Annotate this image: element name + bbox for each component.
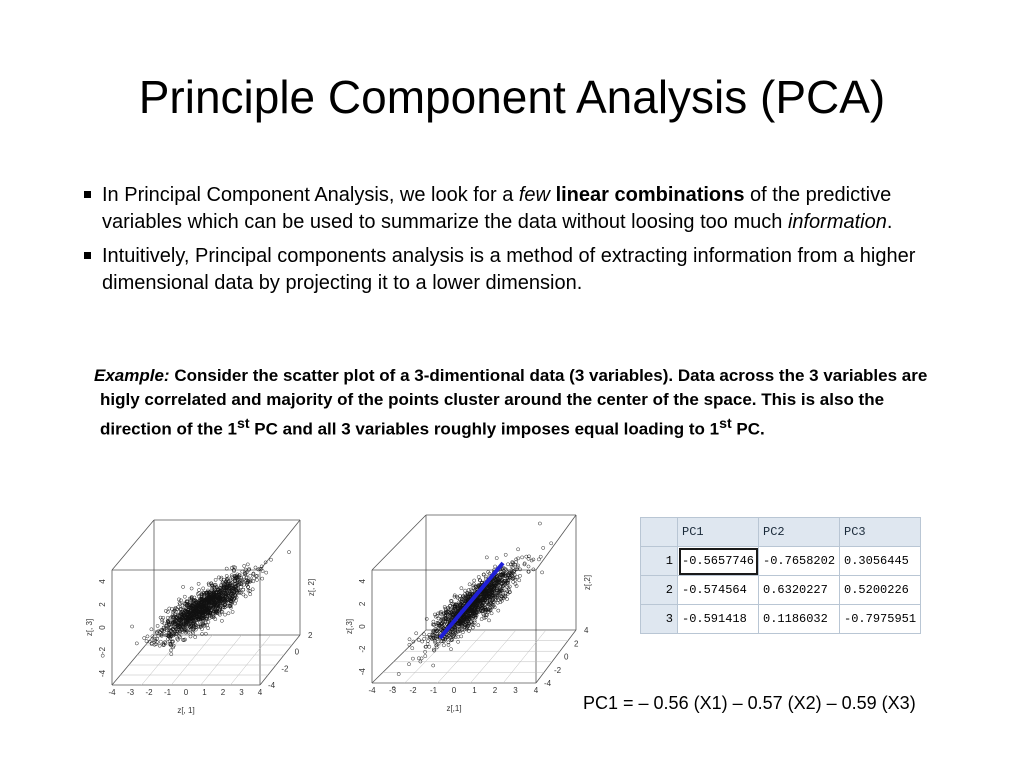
scatter-point — [461, 631, 464, 634]
scatter-point — [143, 637, 146, 640]
scatter-point — [419, 660, 422, 663]
depth-tick-label: 2 — [308, 631, 313, 640]
depth-tick-label: -4 — [268, 681, 276, 690]
table-cell-selected[interactable]: -0.5657746 — [678, 547, 759, 576]
scatter-point — [156, 624, 159, 627]
depth-axis-label: z[,2] — [583, 574, 592, 591]
scatter-point — [227, 612, 230, 615]
scatter-point — [460, 587, 463, 590]
scatter-point — [265, 571, 268, 574]
bullet-item-1 — [84, 182, 964, 236]
scatter-point — [517, 557, 520, 560]
x-tick-label: -3 — [126, 688, 135, 697]
scatter-plot-left-svg — [82, 515, 316, 725]
table-cell[interactable]: 0.1186032 — [759, 605, 840, 634]
scatter-point — [468, 583, 471, 586]
square-bullet-icon — [84, 191, 91, 198]
example-paragraph: Example: Consider the scatter plot of a 3-dimentional data (3 variables). Data across the 3 variables are higly correlated and majority of the points cluster around the center of the space. This is also the direction of the 1st PC and all 3 variables roughly imposes equal loading to 1st PC. — [94, 366, 928, 439]
x-tick-label: 4 — [257, 688, 263, 697]
scatter-point — [505, 598, 508, 601]
table-row — [641, 605, 921, 634]
plot-grid-line — [201, 635, 242, 685]
scatter-point — [504, 553, 507, 556]
scatter-point — [158, 644, 161, 647]
x-tick-label: 2 — [220, 688, 226, 697]
depth-tick-label: 0 — [564, 652, 569, 662]
y-tick-label: 0 — [98, 625, 107, 630]
scatter-point — [131, 625, 134, 628]
depth-tick-label: 0 — [294, 647, 300, 657]
scatter-point — [244, 568, 247, 571]
table-corner — [641, 518, 678, 547]
plot-grid-line — [171, 635, 212, 685]
scatter-point — [519, 568, 522, 571]
scatter-point — [261, 577, 264, 580]
scatter-point — [464, 589, 467, 592]
plot-box-edge — [536, 515, 576, 570]
table-header: PC1 — [678, 518, 759, 547]
scatter-point — [425, 617, 428, 620]
table-cell[interactable]: 0.3056445 — [840, 547, 921, 576]
scatter-point — [197, 582, 200, 585]
x-tick-label: 2 — [492, 686, 498, 695]
x-tick-label: -4 — [368, 686, 376, 695]
scatter-point — [411, 647, 414, 650]
bullet-2-text: Intuitively, Principal components analysis is a method of extracting information from a higher dimensional data by projecting it to a lower dimension. — [102, 245, 916, 294]
scatter-point — [527, 557, 530, 560]
x-tick-label: 3 — [239, 688, 244, 697]
scatter-point — [197, 589, 200, 592]
scatter-point — [494, 565, 497, 568]
scatter-point — [424, 655, 427, 658]
scatter-point — [145, 640, 148, 643]
depth-tick-label: -2 — [554, 665, 562, 675]
scatter-point — [176, 637, 179, 640]
scatter-point — [487, 619, 490, 622]
plot-box-edge — [260, 635, 300, 685]
row-index: 2 — [641, 576, 678, 605]
scatter-point — [424, 650, 427, 653]
scatter-point — [442, 644, 445, 647]
scatter-point — [242, 588, 245, 591]
table-header: PC3 — [840, 518, 921, 547]
square-bullet-icon — [84, 252, 91, 259]
scatter-point — [411, 657, 414, 660]
depth-tick-label: 4 — [584, 626, 589, 635]
y-tick-label: 4 — [358, 579, 367, 584]
scatter-point — [135, 642, 138, 645]
plot-box-edge — [260, 520, 300, 570]
scatter-point — [190, 587, 193, 590]
x-axis-label: z[,1] — [446, 704, 462, 713]
scatter-point — [207, 620, 210, 623]
x-tick-label: -3 — [388, 686, 397, 695]
scatter-point — [168, 640, 171, 643]
depth-axis-label: z[, 2] — [307, 578, 316, 597]
scatter-point — [449, 648, 452, 651]
scatter-point — [490, 612, 493, 615]
y-axis-label: z[,3] — [345, 618, 354, 635]
scatter-point — [538, 522, 541, 525]
scatter-point — [550, 542, 553, 545]
scatter-point — [241, 570, 244, 573]
scatter-point — [506, 563, 509, 566]
scatter-point — [428, 645, 431, 648]
scatter-point — [220, 619, 223, 622]
x-tick-label: -2 — [409, 686, 417, 695]
x-tick-label: 4 — [533, 686, 539, 695]
scatter-point — [146, 635, 149, 638]
scatter-point — [157, 634, 160, 637]
plot-box-edge — [372, 515, 426, 570]
table-header: PC2 — [759, 518, 840, 547]
table-row — [641, 547, 921, 576]
scatter-point — [182, 585, 185, 588]
x-tick-label: -2 — [145, 688, 153, 697]
table-row — [641, 576, 921, 605]
x-tick-label: 0 — [183, 688, 189, 697]
x-tick-label: -4 — [108, 688, 116, 697]
example-lead: Example: — [94, 366, 170, 385]
scatter-point — [426, 639, 429, 642]
y-tick-label: 0 — [358, 624, 367, 629]
scatter-point — [214, 578, 217, 581]
pc1-equation: PC1 = – 0.56 (X1) – 0.57 (X2) – 0.59 (X3) — [583, 693, 916, 713]
bullet-1-text: In Principal Component Analysis, we look for a few linear combinations of the predictive variables which can be used to summarize the data without loosing too much information. — [102, 184, 893, 233]
table-cell[interactable]: -0.7975951 — [840, 605, 921, 634]
scatter-point — [521, 556, 524, 559]
plot-box-edge — [372, 630, 426, 683]
depth-tick-label: -4 — [544, 679, 552, 688]
x-axis-label: z[, 1] — [177, 706, 195, 715]
row-index: 3 — [641, 605, 678, 634]
bullet-list — [84, 182, 964, 304]
y-tick-label: -2 — [358, 645, 367, 653]
scatter-point — [164, 609, 167, 612]
scatter-plot-3d-left — [82, 515, 316, 730]
scatter-point — [407, 663, 410, 666]
depth-tick-label: -2 — [281, 664, 289, 674]
scatter-point — [243, 564, 246, 567]
scatter-point — [432, 664, 435, 667]
plot-box-edge — [536, 630, 576, 683]
scatter-point — [207, 627, 210, 630]
scatter-point — [542, 546, 545, 549]
table-cell[interactable]: 0.6320227 — [759, 576, 840, 605]
table-cell[interactable]: 0.5200226 — [840, 576, 921, 605]
depth-tick-label: 2 — [574, 639, 579, 649]
scatter-point — [214, 583, 217, 586]
plot-grid-line — [470, 630, 516, 683]
scatter-point — [269, 558, 272, 561]
scatter-point — [397, 673, 400, 676]
scatter-point — [242, 583, 245, 586]
scatter-point — [467, 589, 470, 592]
y-tick-label: -4 — [98, 669, 107, 678]
y-axis-label: z[, 3] — [85, 618, 94, 637]
scatter-point — [495, 557, 498, 560]
scatter-point — [255, 578, 258, 581]
table-cell[interactable]: -0.7658202 — [759, 547, 840, 576]
scatter-point — [417, 638, 420, 641]
scatter-point — [223, 613, 226, 616]
scatter-point — [426, 635, 429, 638]
scatter-point — [194, 636, 197, 639]
table-cell[interactable]: -0.574564 — [678, 576, 759, 605]
scatter-point — [473, 579, 476, 582]
x-tick-label: 0 — [451, 686, 457, 695]
scatter-point — [516, 575, 519, 578]
scatter-point — [473, 621, 476, 624]
scatter-point — [150, 628, 153, 631]
y-tick-label: -2 — [98, 646, 107, 655]
x-tick-label: 1 — [472, 686, 477, 695]
x-tick-label: -1 — [429, 686, 438, 695]
scatter-point — [169, 649, 172, 652]
scatter-point — [166, 610, 169, 613]
scatter-point — [517, 548, 520, 551]
scatter-point — [246, 563, 249, 566]
scatter-point — [518, 579, 521, 582]
scatter-point — [477, 624, 480, 627]
scatter-point — [527, 565, 530, 568]
scatter-point — [408, 638, 411, 641]
scatter-point — [532, 568, 535, 571]
y-tick-label: -4 — [358, 668, 367, 676]
plot-box-edge — [112, 520, 154, 570]
plot-grid-line — [503, 630, 546, 683]
scatter-point — [432, 620, 435, 623]
scatter-point — [485, 556, 488, 559]
plot-grid-line — [230, 635, 270, 685]
y-tick-label: 4 — [98, 579, 107, 584]
scatter-point — [249, 574, 252, 577]
scatter-plot-3d-right — [340, 510, 615, 730]
scatter-point — [497, 609, 500, 612]
row-index: 1 — [641, 547, 678, 576]
table-cell[interactable]: -0.591418 — [678, 605, 759, 634]
scatter-point — [539, 555, 542, 558]
y-tick-label: 2 — [98, 602, 107, 607]
scatter-point — [249, 593, 252, 596]
scatter-plot-right-svg — [340, 510, 615, 725]
table-header-row — [641, 518, 921, 547]
bullet-item-2 — [84, 243, 964, 297]
x-tick-label: 1 — [202, 688, 207, 697]
scatter-point — [231, 610, 234, 613]
scatter-point — [415, 632, 418, 635]
y-tick-label: 2 — [358, 601, 367, 607]
x-tick-label: 3 — [513, 686, 518, 695]
scatter-point — [477, 575, 480, 578]
scatter-point — [202, 587, 205, 590]
x-tick-label: -1 — [163, 688, 172, 697]
scatter-point — [254, 566, 257, 569]
scatter-point — [183, 595, 186, 598]
slide-title: Principle Component Analysis (PCA) — [138, 71, 886, 123]
scatter-point — [287, 551, 290, 554]
scatter-point — [541, 571, 544, 574]
scatter-point — [242, 593, 245, 596]
scatter-point — [423, 633, 426, 636]
loadings-table — [640, 517, 921, 634]
